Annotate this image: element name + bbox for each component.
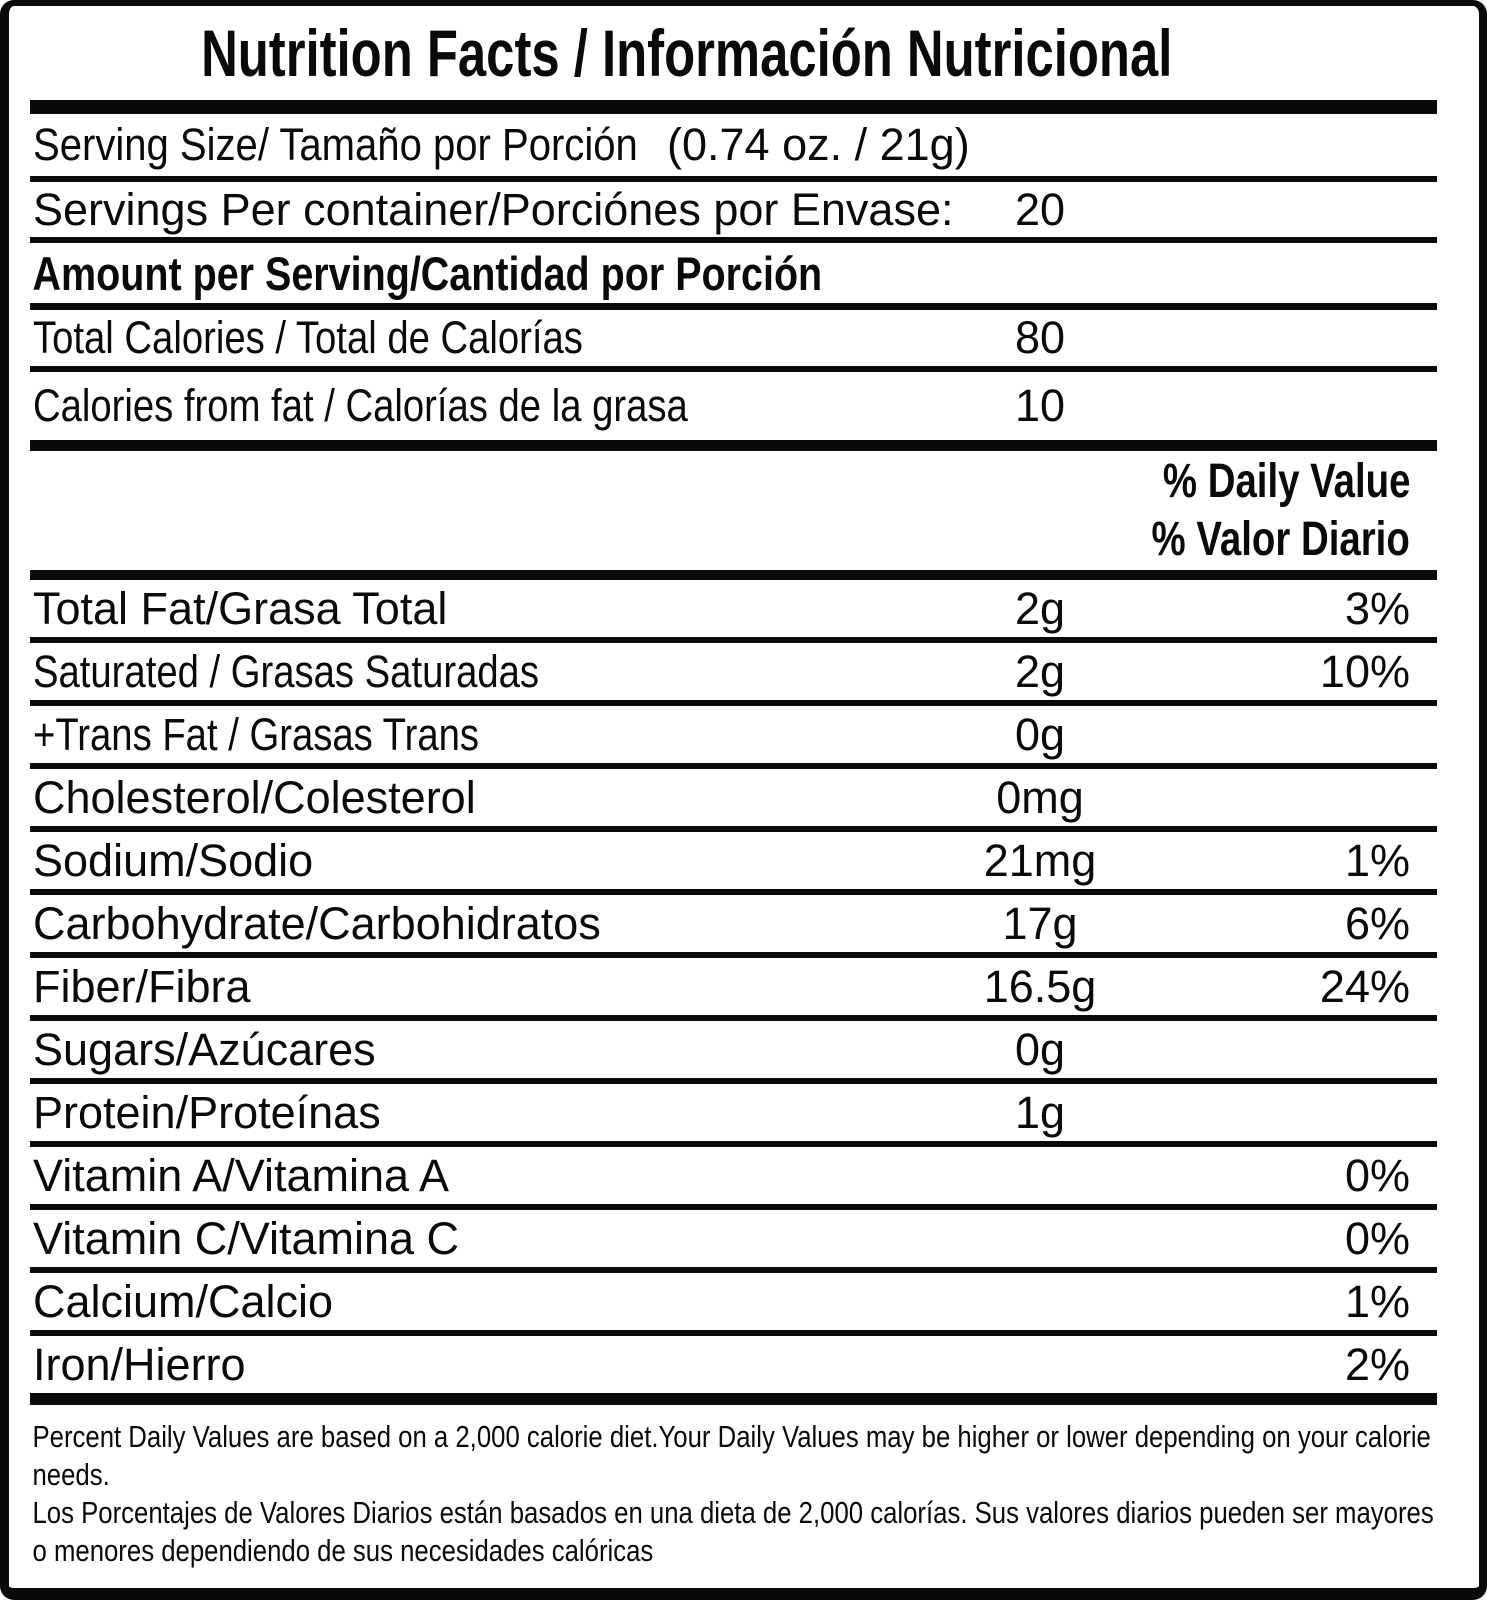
nutrient-amount: 0g	[1014, 708, 1066, 760]
daily-value-heading-es: % Valor Diario	[1151, 513, 1410, 566]
footnote-english: Percent Daily Values are based on a 2,000 calorie diet.Your Daily Values may be higher or lower depending on your calorie needs.	[32, 1419, 1431, 1492]
nutrient-row-vitamin-a	[30, 1147, 1437, 1210]
serving-size-row	[30, 114, 1437, 182]
nutrient-row-sodium	[30, 832, 1437, 895]
nutrient-row-cholesterol	[30, 769, 1437, 832]
nutrient-amount: 0g	[1014, 1023, 1066, 1075]
servings-per-container-label: Servings Per container/Porciónes por Envase:	[33, 183, 954, 235]
nutrient-amount: 2g	[1014, 645, 1066, 697]
nutrient-label: Fiber/Fibra	[33, 960, 251, 1012]
total-calories-value: 80	[1014, 312, 1066, 363]
footnote-spanish: Los Porcentajes de Valores Diarios están basados en una dieta de 2,000 calorías. Sus valores diarios pueden ser mayores o menores dependiendo de sus necesidades calóricas	[32, 1495, 1434, 1568]
nutrient-daily-value: 1%	[1344, 1275, 1410, 1327]
nutrient-row-trans-fat	[30, 706, 1437, 769]
nutrient-label: +Trans Fat / Grasas Trans	[33, 708, 480, 760]
nutrient-label: Sodium/Sodio	[33, 834, 314, 886]
nutrient-row-total-fat	[30, 580, 1437, 643]
nutrient-daily-value: 0%	[1344, 1149, 1410, 1201]
serving-size-label: Serving Size/ Tamaño por Porción	[33, 119, 638, 170]
daily-value-heading-en: % Daily Value	[1162, 455, 1410, 508]
calories-from-fat-value: 10	[1014, 380, 1066, 431]
nutrient-label: Vitamin A/Vitamina A	[33, 1149, 450, 1201]
total-calories-label: Total Calories / Total de Calorías	[33, 312, 583, 363]
nutrient-label: Iron/Hierro	[33, 1338, 246, 1390]
daily-value-headings	[30, 451, 1437, 580]
title-separator-bar	[30, 100, 1437, 114]
nutrient-daily-value: 3%	[1344, 582, 1410, 634]
amount-per-serving-heading: Amount per Serving/Cantidad por Porción	[32, 246, 823, 300]
nutrient-daily-value: 0%	[1344, 1212, 1410, 1264]
nutrient-row-protein	[30, 1084, 1437, 1147]
calories-from-fat-label: Calories from fat / Calorías de la grasa	[33, 380, 688, 431]
nutrient-daily-value: 1%	[1344, 834, 1410, 886]
nutrient-label: Total Fat/Grasa Total	[33, 582, 448, 634]
total-calories-row	[30, 310, 1437, 372]
nutrient-daily-value: 6%	[1344, 897, 1410, 949]
nutrient-daily-value: 10%	[1319, 645, 1410, 697]
nutrient-daily-value: 2%	[1344, 1338, 1410, 1390]
nutrient-label: Carbohydrate/Carbohidratos	[33, 897, 601, 949]
nutrient-amount: 21mg	[983, 834, 1097, 886]
calories-from-fat-row	[30, 372, 1437, 451]
page-title: Nutrition Facts / Información Nutricional	[200, 16, 1173, 90]
nutrient-row-carbohydrate	[30, 895, 1437, 958]
nutrient-row-iron	[30, 1336, 1437, 1405]
nutrient-amount: 1g	[1014, 1086, 1066, 1138]
nutrient-label: Sugars/Azúcares	[33, 1023, 376, 1075]
nutrient-row-fiber	[30, 958, 1437, 1021]
nutrient-label: Vitamin C/Vitamina C	[33, 1212, 460, 1264]
nutrient-row-sugars	[30, 1021, 1437, 1084]
nutrient-amount: 17g	[1002, 897, 1078, 949]
footnote	[30, 1405, 1438, 1570]
servings-per-container-row	[30, 182, 1437, 243]
nutrient-label: Calcium/Calcio	[33, 1275, 334, 1327]
nutrient-row-vitamin-c	[30, 1210, 1437, 1273]
servings-per-container-value: 20	[1014, 183, 1066, 235]
nutrient-row-saturated-fat	[30, 643, 1437, 706]
nutrient-label: Cholesterol/Colesterol	[33, 771, 476, 823]
nutrient-label: Saturated / Grasas Saturadas	[33, 645, 540, 697]
nutrient-amount: 2g	[1014, 582, 1066, 634]
nutrient-label: Protein/Proteínas	[33, 1086, 381, 1138]
nutrient-row-calcium	[30, 1273, 1437, 1336]
nutrient-amount: 0mg	[996, 771, 1084, 823]
amount-per-serving-heading-row	[30, 243, 1437, 310]
nutrient-daily-value: 24%	[1319, 960, 1410, 1012]
serving-size-value: (0.74 oz. / 21g)	[667, 119, 970, 170]
label-header	[30, 6, 1437, 100]
nutrient-amount: 16.5g	[983, 960, 1097, 1012]
